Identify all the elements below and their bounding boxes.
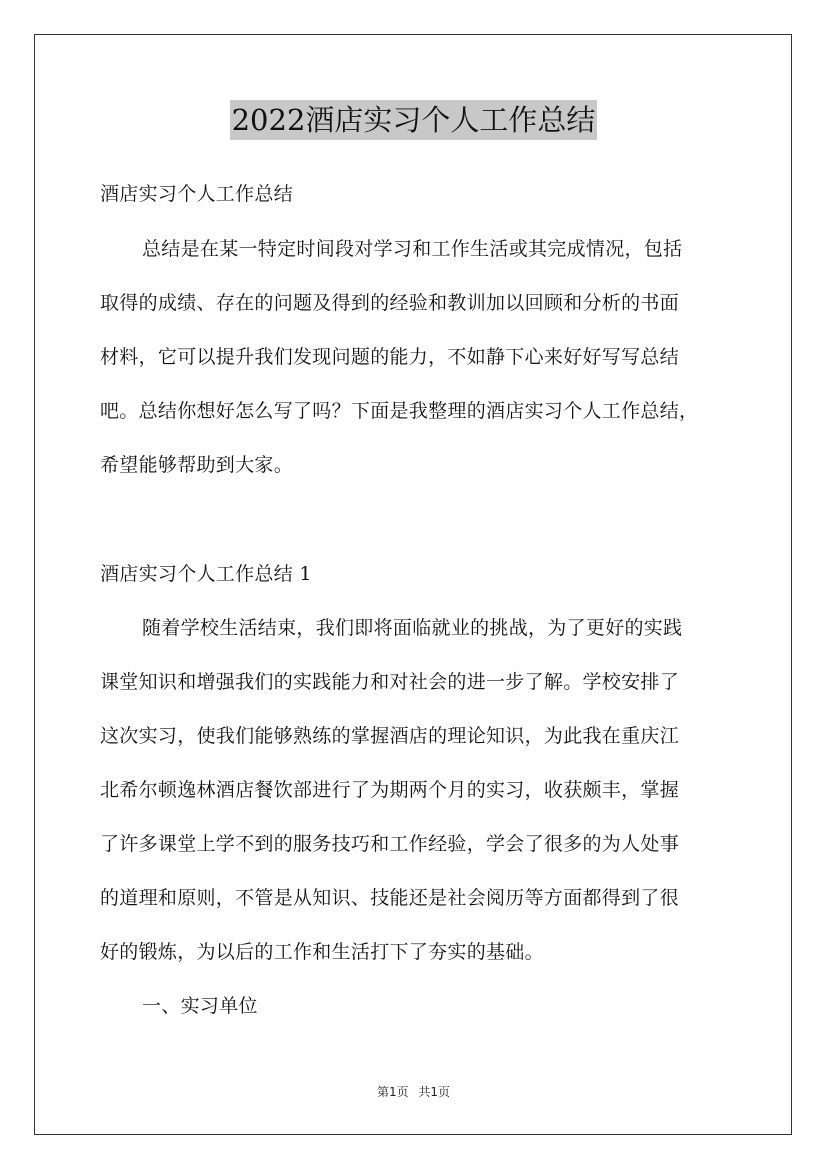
intro-line: 吧。总结你想好怎么写了吗？下面是我整理的酒店实习个人工作总结， [100,400,699,422]
title-wrap [0,100,827,140]
intro-line: 取得的成绩、存在的问题及得到的经验和教训加以回顾和分析的书面 [100,292,680,314]
intro-line: 希望能够帮助到大家。 [100,454,294,476]
section-line: 课堂知识和增强我们的实践能力和对社会的进一步了解。学校安排了 [100,671,680,693]
section-line: 随着学校生活结束，我们即将面临就业的挑战，为了更好的实践 [142,617,683,639]
subheading: 一、实习单位 [142,995,258,1017]
section-line: 了许多课堂上学不到的服务技巧和工作经验，学会了很多的为人处事 [100,833,680,855]
section-line: 的道理和原则，不管是从知识、技能还是社会阅历等方面都得到了很 [100,887,680,909]
intro-line: 材料，它可以提升我们发现问题的能力，不如静下心来好好写写总结 [100,346,680,368]
page-total: 共1页 [418,1085,451,1099]
section-line: 好的锻炼，为以后的工作和生活打下了夯实的基础。 [100,941,544,963]
document-subtitle: 酒店实习个人工作总结 [100,183,294,205]
page-number: 第1页 [376,1085,409,1099]
document-title: 2022酒店实习个人工作总结 [230,100,598,140]
section-line: 这次实习，使我们能够熟练的掌握酒店的理论知识，为此我在重庆江 [100,725,680,747]
section-heading: 酒店实习个人工作总结 1 [100,563,312,585]
section-line: 北希尔顿逸林酒店餐饮部进行了为期两个月的实习，收获颇丰，掌握 [100,779,680,801]
intro-line: 总结是在某一特定时间段对学习和工作生活或其完成情况，包括 [142,238,683,260]
page-footer [0,1083,827,1100]
